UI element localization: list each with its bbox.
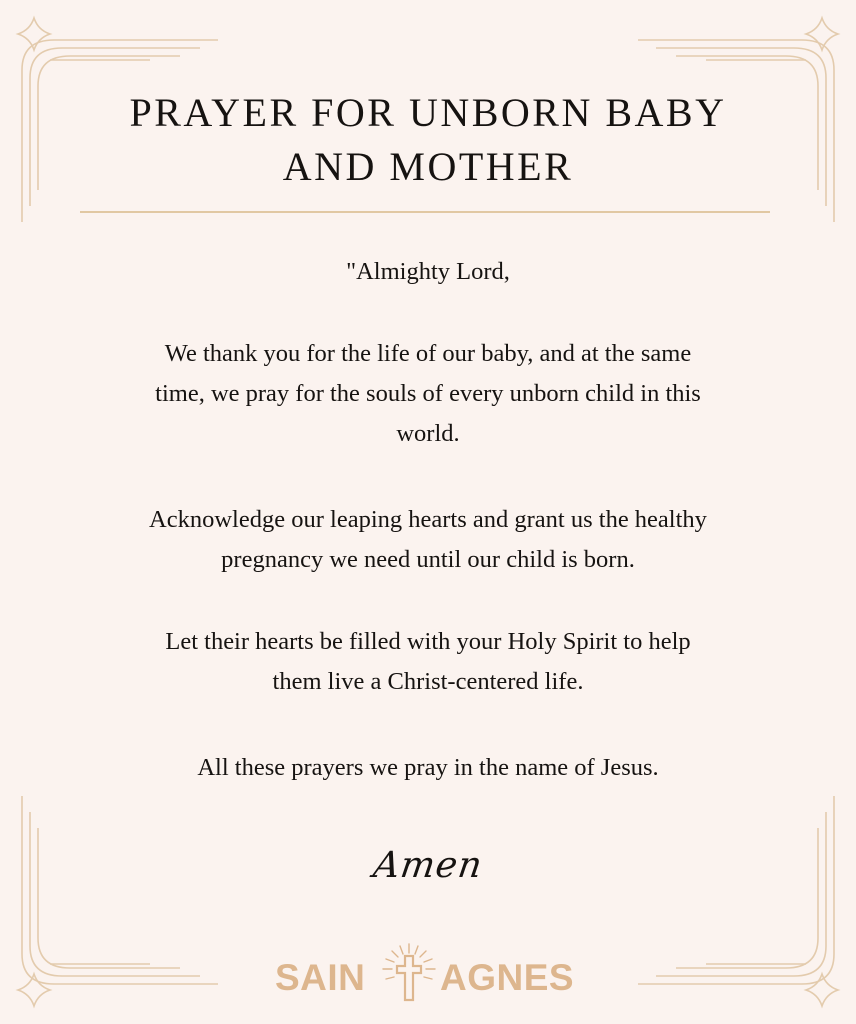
prayer-paragraph-4 <box>60 748 796 788</box>
title-divider <box>80 211 770 213</box>
title-line-1: PRAYER FOR UNBORN BABY <box>129 90 727 135</box>
prayer-closing: Amen <box>370 845 486 886</box>
prayer-line: Let their hearts be filled with your Holy Spirit to help <box>165 628 691 655</box>
prayer-line: "Almighty Lord, <box>346 258 510 285</box>
prayer-opening <box>60 252 796 292</box>
prayer-line: All these prayers we pray in the name of Jesus. <box>197 754 659 781</box>
logo-text-left: SAIN <box>275 957 366 998</box>
brand-logo <box>270 932 586 1012</box>
radiant-cross-icon <box>376 940 442 1006</box>
prayer-paragraph-3 <box>60 622 796 702</box>
prayer-line: them live a Christ-centered life. <box>272 668 584 695</box>
title-line-2: AND MOTHER <box>282 144 574 189</box>
prayer-paragraph-2 <box>60 500 796 580</box>
page-title <box>78 86 778 194</box>
prayer-line: time, we pray for the souls of every unborn child in this <box>155 380 701 407</box>
prayer-line: We thank you for the life of our baby, and at the same <box>164 340 692 367</box>
prayer-line: Acknowledge our leaping hearts and grant us the healthy <box>149 506 707 533</box>
prayer-line: pregnancy we need until our child is born. <box>221 546 635 573</box>
logo-text-right: AGNES <box>440 957 575 998</box>
prayer-paragraph-1 <box>60 334 796 454</box>
prayer-line: world. <box>396 420 460 447</box>
